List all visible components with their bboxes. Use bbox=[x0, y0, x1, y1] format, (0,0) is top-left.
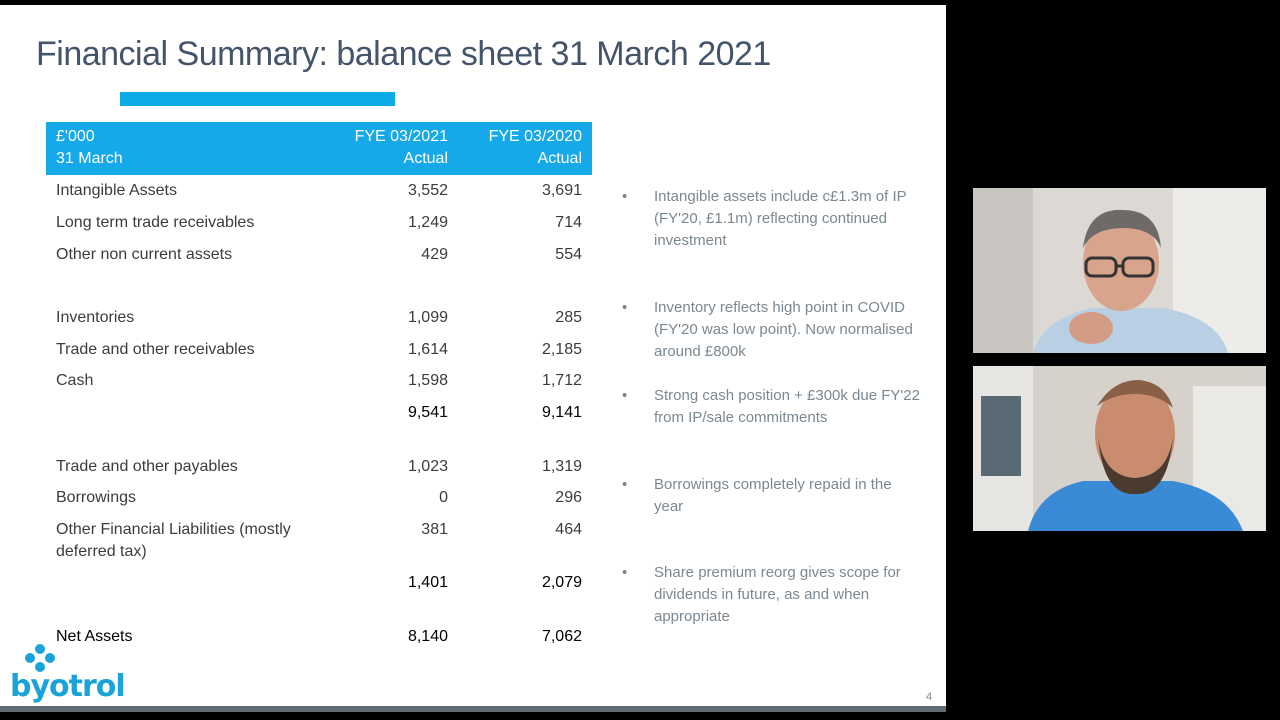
row-value-fy20: 9,141 bbox=[541, 404, 582, 421]
row-value-fy20: 296 bbox=[555, 489, 582, 506]
bullet-text: Intangible assets include c£1.3m of IP (FY'20, £1.1m) reflecting continued investment bbox=[654, 188, 907, 249]
row-value-fy20: 1,712 bbox=[541, 372, 582, 389]
row-label: Trade and other receivables bbox=[56, 341, 255, 358]
row-value-fy21: 9,541 bbox=[407, 404, 448, 421]
bullet-text: Strong cash position + £300k due FY'22 from IP/sale commitments bbox=[654, 387, 920, 426]
participant-video-tile[interactable] bbox=[973, 366, 1266, 531]
row-value-fy21: 1,099 bbox=[407, 309, 448, 326]
slide-bottom-strip bbox=[0, 706, 946, 712]
table-row bbox=[46, 339, 592, 363]
table-row bbox=[46, 456, 592, 480]
page-number: 4 bbox=[926, 691, 933, 703]
row-label: Long term trade receivables bbox=[56, 214, 255, 231]
row-label: Intangible Assets bbox=[56, 182, 177, 199]
header-currency-label: £'000 bbox=[56, 128, 95, 145]
bullet-dot: • bbox=[622, 476, 628, 493]
table-row bbox=[46, 307, 592, 331]
table-row bbox=[46, 519, 592, 565]
slide-title: Financial Summary: balance sheet 31 March 2021 bbox=[36, 35, 771, 73]
participant-avatar-icon bbox=[973, 188, 1266, 353]
row-value-fy21: 1,023 bbox=[407, 458, 448, 475]
presentation-slide bbox=[0, 5, 946, 711]
logo-wordmark: byotrol bbox=[10, 669, 125, 704]
row-value-fy20: 1,319 bbox=[541, 458, 582, 475]
byotrol-logo bbox=[8, 643, 125, 709]
row-value-fy21: 1,614 bbox=[407, 341, 448, 358]
table-row bbox=[46, 212, 592, 236]
header-fy20-label: FYE 03/2020 bbox=[488, 128, 582, 145]
row-label: Trade and other payables bbox=[56, 458, 238, 475]
bullet-text: Share premium reorg gives scope for dividends in future, as and when appropriate bbox=[654, 564, 901, 625]
row-label: Other non current assets bbox=[56, 246, 233, 263]
row-value-fy21: 1,249 bbox=[407, 214, 448, 231]
header-fy21-label: FYE 03/2021 bbox=[354, 128, 448, 145]
bullet-text: Inventory reflects high point in COVID (FY'20 was low point). Now normalised around £800k bbox=[654, 299, 913, 360]
row-value-fy21: 0 bbox=[439, 489, 448, 506]
participant-video-tile[interactable] bbox=[973, 188, 1266, 353]
table-row bbox=[46, 244, 592, 268]
row-value-fy20: 2,185 bbox=[541, 341, 582, 358]
table-header bbox=[46, 122, 592, 175]
row-label: Net Assets bbox=[56, 628, 133, 645]
header-date-label: 31 March bbox=[56, 150, 123, 167]
row-value-fy20: 285 bbox=[555, 309, 582, 326]
row-value-fy21: 381 bbox=[421, 521, 448, 538]
subtotal-assets-row bbox=[46, 402, 592, 426]
row-value-fy21: 3,552 bbox=[407, 182, 448, 199]
row-label: Cash bbox=[56, 372, 94, 389]
participant-avatar-icon bbox=[973, 366, 1266, 531]
subtotal-liabilities-row bbox=[46, 572, 592, 596]
table-row bbox=[46, 180, 592, 204]
table-row bbox=[46, 370, 592, 394]
row-value-fy21: 1,598 bbox=[407, 372, 448, 389]
header-fy21-sub: Actual bbox=[403, 150, 448, 167]
row-value-fy20: 3,691 bbox=[541, 182, 582, 199]
row-value-fy21: 1,401 bbox=[407, 574, 448, 591]
table-row bbox=[46, 487, 592, 511]
row-label: Other Financial Liabilities (mostly deferred tax) bbox=[56, 521, 291, 560]
bullet-dot: • bbox=[622, 564, 628, 581]
row-value-fy20: 2,079 bbox=[541, 574, 582, 591]
row-value-fy20: 464 bbox=[555, 521, 582, 538]
row-label: Inventories bbox=[56, 309, 135, 326]
bullet-dot: • bbox=[622, 387, 628, 404]
row-value-fy20: 714 bbox=[555, 214, 582, 231]
bullet-dot: • bbox=[622, 188, 628, 205]
row-value-fy20: 554 bbox=[555, 246, 582, 263]
net-assets-row bbox=[46, 626, 592, 650]
bullet-dot: • bbox=[622, 299, 628, 316]
header-fy20-sub: Actual bbox=[537, 150, 582, 167]
bullet-text: Borrowings completely repaid in the year bbox=[654, 476, 892, 515]
row-value-fy20: 7,062 bbox=[541, 628, 582, 645]
row-label: Borrowings bbox=[56, 489, 137, 506]
title-accent-bar bbox=[120, 92, 395, 106]
row-value-fy21: 8,140 bbox=[407, 628, 448, 645]
row-value-fy21: 429 bbox=[421, 246, 448, 263]
